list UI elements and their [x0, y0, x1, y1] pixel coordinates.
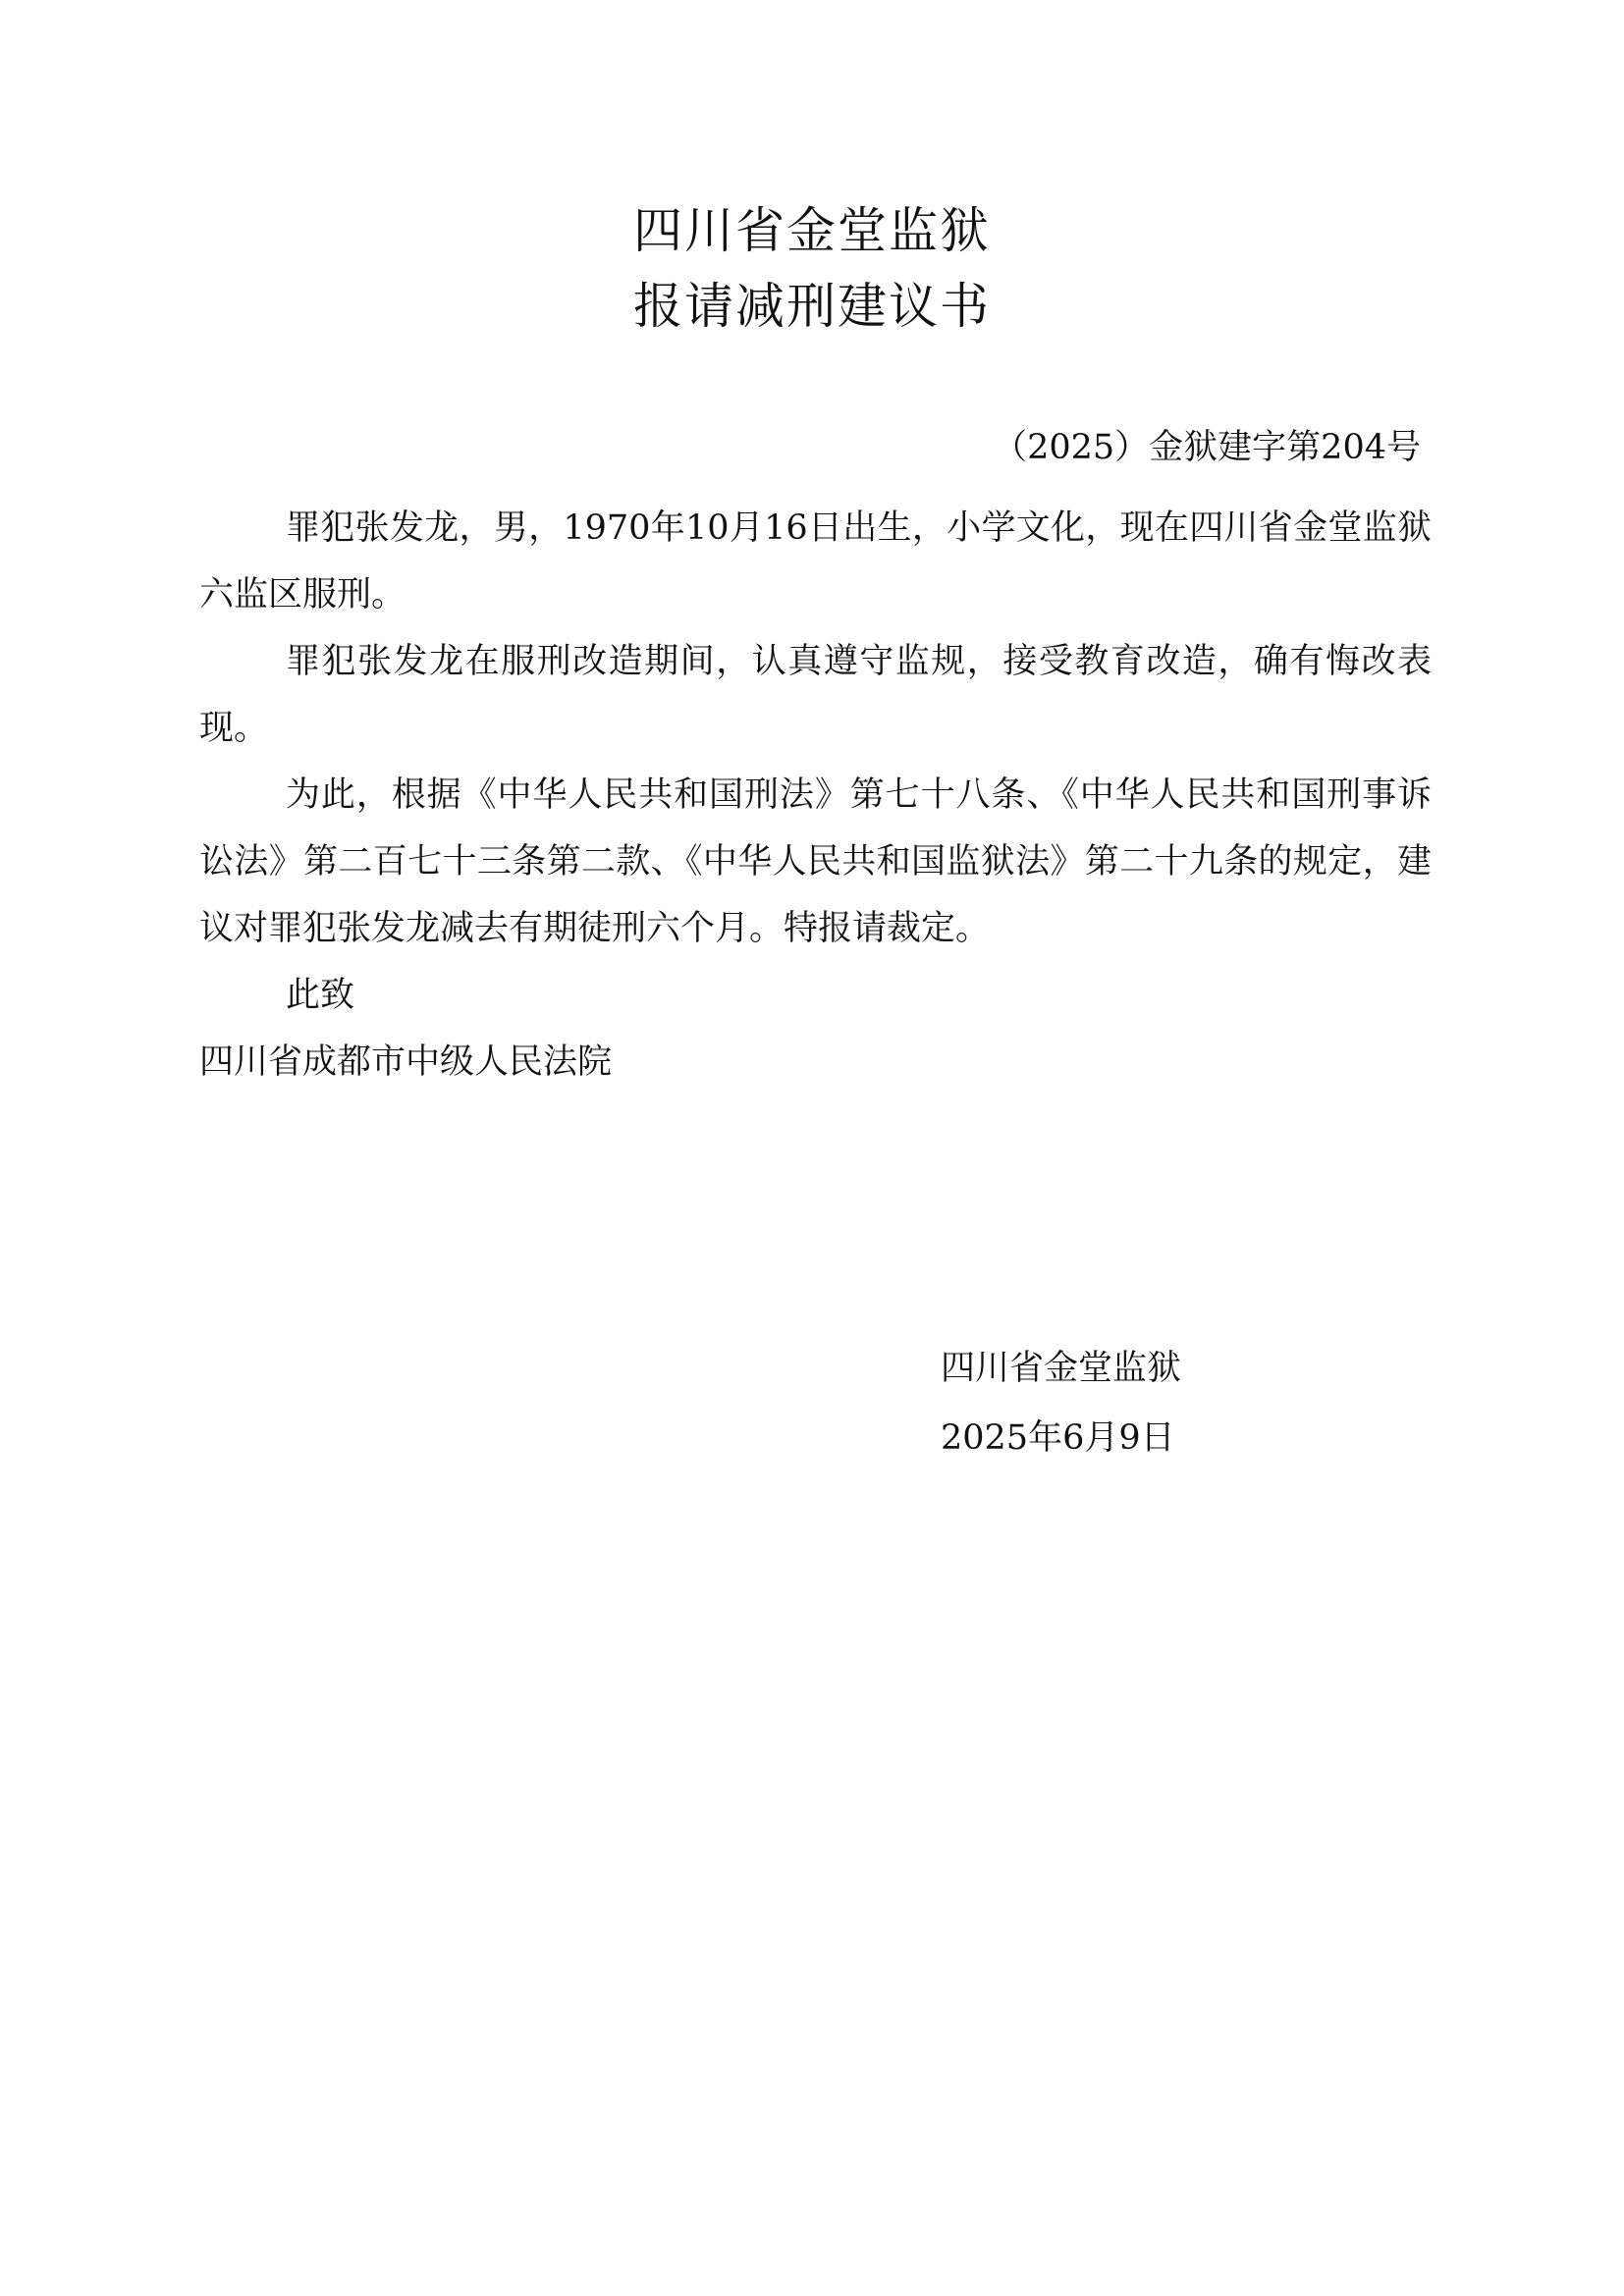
signature-organization: 四川省金堂监狱 [941, 1349, 1182, 1388]
recipient-court: 四川省成都市中级人民法院 [199, 1042, 613, 1082]
signature-date: 2025年6月9日 [941, 1418, 1175, 1458]
paragraph-salutation: 此致 [286, 976, 355, 1015]
paragraph-legal-basis: 为此，根据《中华人民共和国刑法》第七十八条、《中华人民共和国刑事诉讼法》第二百七十三条第二款、《中华人民共和国监狱法》第二十九条的规定，建议对罪犯张发龙减去有期徒刑六个月。特报请裁定。 [199, 775, 1432, 948]
document-body [199, 495, 1432, 1095]
document-title-line2: 报请减刑建议书 [633, 278, 991, 335]
paragraph-prisoner-info: 罪犯张发龙，男，1970年10月16日出生，小学文化，现在四川省金堂监狱六监区服刑。 [199, 508, 1432, 614]
document-number: （2025）金狱建字第204号 [993, 428, 1421, 467]
paragraph-behavior: 罪犯张发龙在服刑改造期间，认真遵守监规，接受教育改造，确有悔改表现。 [199, 642, 1432, 748]
document-title-line1: 四川省金堂监狱 [633, 202, 991, 259]
